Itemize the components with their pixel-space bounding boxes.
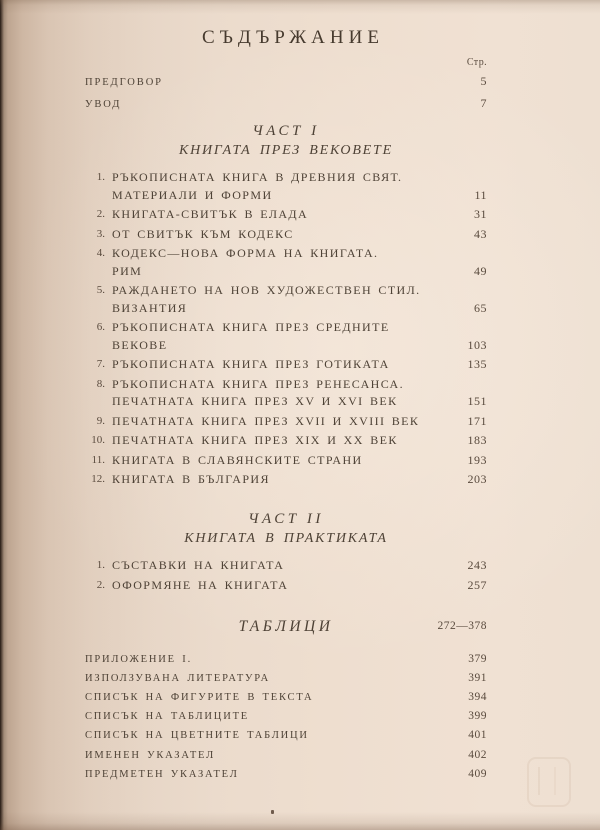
entry-title: ОТ СВИТЪК КЪМ КОДЕКС <box>112 226 294 241</box>
part2-subheading: КНИГАТА В ПРАКТИКАТА <box>184 530 388 546</box>
entry-title: РАЖДАНЕТО НА НОВ ХУДОЖЕСТВЕН СТИЛ. ВИЗАНТИЯ <box>112 283 421 315</box>
entry-number: 4. <box>96 247 105 259</box>
row-label: ПРИЛОЖЕНИЕ I. <box>85 653 192 665</box>
part2-heading: ЧАСТ II <box>248 510 324 527</box>
entry-page-number: 31 <box>474 207 487 221</box>
entry-page-number: 151 <box>467 394 487 408</box>
entry-title: РЪКОПИСНАТА КНИГА ПРЕЗ СРЕДНИТЕ ВЕКОВЕ <box>112 320 390 352</box>
toc-row <box>85 650 487 669</box>
part1-entries <box>85 169 487 489</box>
front-matter-list <box>85 71 487 115</box>
entry-number: 12. <box>91 473 105 485</box>
tables-section-row <box>85 617 487 637</box>
part2-entries <box>85 557 487 595</box>
entry-title: КОДЕКС—НОВА ФОРМА НА КНИГАТА. РИМ <box>112 246 379 278</box>
row-label: ПРЕДГОВОР <box>85 77 163 88</box>
entry-title: КНИГАТА В СЛАВЯНСКИТЕ СТРАНИ <box>112 452 363 467</box>
toc-entry <box>85 226 487 244</box>
row-page-number: 399 <box>468 710 487 723</box>
entry-title: РЪКОПИСНАТА КНИГА В ДРЕВНИЯ СВЯТ. МАТЕРИАЛИ И ФОРМИ <box>112 170 403 202</box>
entry-page-number: 171 <box>467 413 487 428</box>
entry-number: 1. <box>96 558 105 571</box>
toc-entry <box>85 577 487 595</box>
row-label: СПИСЪК НА ФИГУРИТЕ В ТЕКСТА <box>85 691 314 703</box>
entry-title: ОФОРМЯНЕ НА КНИГАТА <box>112 578 289 592</box>
entry-title: КНИГАТА В БЪЛГАРИЯ <box>112 472 270 486</box>
toc-entry <box>85 452 487 470</box>
entry-title: ПЕЧАТНАТА КНИГА ПРЕЗ XVII И XVIII ВЕК <box>112 413 420 428</box>
entry-number: 1. <box>96 171 105 183</box>
entry-page-number: 193 <box>467 452 487 467</box>
row-page-number: 7 <box>480 96 487 110</box>
entry-number: 7. <box>96 358 105 370</box>
row-page-number: 391 <box>468 671 487 684</box>
toc-entry <box>85 169 487 204</box>
toc-row <box>85 726 487 745</box>
row-label: ПРЕДМЕТЕН УКАЗАТЕЛ <box>85 768 239 780</box>
toc-row <box>85 688 487 707</box>
entry-page-number: 65 <box>474 300 487 315</box>
entry-title: РЪКОПИСНАТА КНИГА ПРЕЗ РЕНЕСАНСА. ПЕЧАТНАТА КНИГА ПРЕЗ XV И XVI ВЕК <box>112 376 405 408</box>
row-page-number: 379 <box>468 652 487 665</box>
entry-title: ПЕЧАТНАТА КНИГА ПРЕЗ XIX И XX ВЕК <box>112 433 398 447</box>
row-page-number: 409 <box>468 767 487 780</box>
toc-entry <box>85 245 487 280</box>
entry-page-number: 183 <box>467 433 487 447</box>
row-label: УВОД <box>85 99 122 110</box>
tables-page-range: 272—378 <box>437 619 487 632</box>
toc-row <box>85 707 487 726</box>
part1-subheading: КНИГАТА ПРЕЗ ВЕКОВЕТЕ <box>179 143 393 158</box>
row-label: СПИСЪК НА ЦВЕТНИТЕ ТАБЛИЦИ <box>85 730 309 742</box>
back-matter-list <box>85 650 487 784</box>
entry-title: КНИГАТА-СВИТЪК В ЕЛАДА <box>112 207 309 221</box>
toc-row <box>85 71 487 93</box>
entry-page-number: 257 <box>467 578 487 592</box>
entry-number: 10. <box>91 434 105 446</box>
row-label: СПИСЪК НА ТАБЛИЦИТЕ <box>85 711 250 723</box>
entry-page-number: 49 <box>474 263 487 278</box>
row-page-number: 402 <box>468 748 487 761</box>
toc-entry <box>85 413 487 431</box>
entry-number: 3. <box>96 227 105 240</box>
entry-number: 6. <box>96 321 105 333</box>
row-page-number: 394 <box>468 690 487 703</box>
entry-number: 2. <box>96 208 105 220</box>
entry-page-number: 103 <box>467 337 487 352</box>
row-page-number: 401 <box>468 729 487 742</box>
toc-entry <box>85 432 487 450</box>
tables-heading: ТАБЛИЦИ <box>238 617 334 635</box>
row-label: ИМЕНЕН УКАЗАТЕЛ <box>85 749 216 761</box>
toc-entry <box>85 206 487 224</box>
toc-entry <box>85 319 487 354</box>
entry-page-number: 135 <box>467 357 487 371</box>
toc-entry <box>85 557 487 575</box>
page-title: СЪДЪРЖАНИЕ <box>202 27 384 48</box>
entry-title: РЪКОПИСНАТА КНИГА ПРЕЗ ГОТИКАТА <box>112 357 390 371</box>
toc-entry <box>85 471 487 489</box>
entry-page-number: 43 <box>474 226 487 241</box>
row-page-number: 5 <box>480 74 487 88</box>
entry-number: 2. <box>96 579 105 591</box>
toc-row <box>85 669 487 688</box>
entry-title: СЪСТАВКИ НА КНИГАТА <box>112 557 285 572</box>
row-label: ИЗПОЛЗУВАНА ЛИТЕРАТУРА <box>85 672 270 684</box>
toc-row <box>85 746 487 765</box>
toc-entry <box>85 376 487 411</box>
entry-page-number: 203 <box>467 472 487 486</box>
toc-content <box>85 0 487 784</box>
toc-row <box>85 93 487 115</box>
entry-page-number: 243 <box>467 557 487 572</box>
toc-entry <box>85 356 487 374</box>
entry-number: 5. <box>96 284 105 296</box>
toc-entry <box>85 282 487 317</box>
toc-row <box>85 765 487 784</box>
library-stamp <box>527 757 571 807</box>
paper-speck <box>271 810 274 814</box>
page-column-header: Стр. <box>466 57 487 68</box>
entry-number: 8. <box>96 377 105 390</box>
part1-heading: ЧАСТ I <box>252 123 320 139</box>
entry-number: 11. <box>91 453 105 466</box>
entry-number: 9. <box>96 414 105 427</box>
entry-page-number: 11 <box>474 187 487 202</box>
